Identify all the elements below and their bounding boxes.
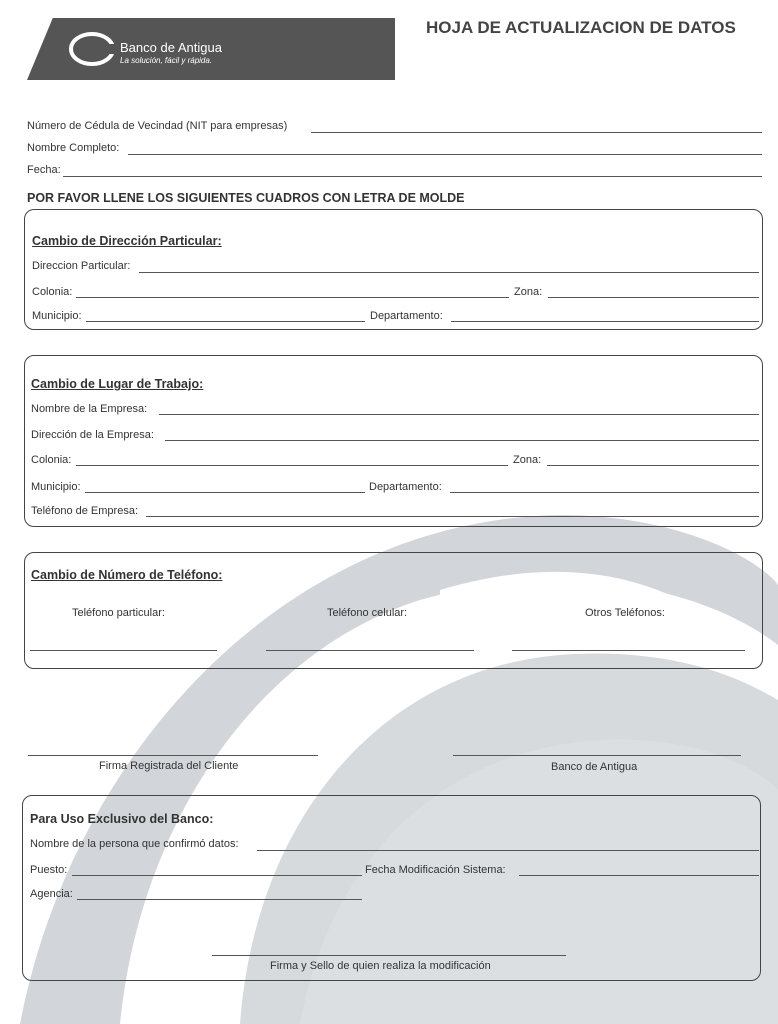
- bank-name: Banco de Antigua: [120, 40, 222, 55]
- empresa-field[interactable]: [159, 414, 759, 415]
- work-departamento-field[interactable]: [450, 492, 759, 493]
- page-title: HOJA DE ACTUALIZACION DE DATOS: [426, 18, 736, 37]
- agencia-label: Agencia:: [30, 888, 73, 900]
- confirmo-field[interactable]: [257, 850, 759, 851]
- departamento-label: Departamento:: [370, 310, 443, 322]
- nombre-label: Nombre Completo:: [27, 142, 120, 154]
- work-zona-field[interactable]: [547, 465, 759, 466]
- telefono-celular-label: Teléfono celular:: [327, 607, 408, 619]
- direccion-particular-label: Direccion Particular:: [32, 260, 131, 272]
- municipio-field[interactable]: [86, 321, 365, 322]
- direccion-empresa-field[interactable]: [165, 440, 759, 441]
- zona-field[interactable]: [548, 297, 759, 298]
- work-municipio-label: Municipio:: [31, 481, 81, 493]
- fecha-mod-label: Fecha Modificación Sistema:: [365, 864, 506, 876]
- telefono-particular-label: Teléfono particular:: [72, 607, 165, 619]
- phone-section-title: Cambio de Número de Teléfono:: [31, 568, 223, 582]
- otros-telefonos-label: Otros Teléfonos:: [585, 607, 665, 619]
- work-municipio-field[interactable]: [85, 492, 365, 493]
- fecha-mod-field[interactable]: [519, 875, 759, 876]
- zona-label: Zona:: [514, 286, 543, 298]
- empresa-label: Nombre de la Empresa:: [31, 403, 148, 415]
- telefono-particular-field[interactable]: [30, 650, 217, 651]
- firma-cliente-label: Firma Registrada del Cliente: [99, 760, 239, 772]
- fecha-field[interactable]: [63, 176, 762, 177]
- departamento-field[interactable]: [451, 321, 759, 322]
- work-section-title: Cambio de Lugar de Trabajo:: [31, 377, 204, 391]
- confirmo-label: Nombre de la persona que confirmó datos:: [30, 838, 239, 850]
- work-colonia-field[interactable]: [76, 465, 508, 466]
- colonia-field[interactable]: [76, 297, 509, 298]
- municipio-label: Municipio:: [32, 310, 82, 322]
- telefono-empresa-label: Teléfono de Empresa:: [31, 505, 139, 517]
- bank-section-title: Para Uso Exclusivo del Banco:: [30, 812, 214, 826]
- agencia-field[interactable]: [77, 899, 362, 900]
- work-departamento-label: Departamento:: [369, 481, 442, 493]
- bank-logo-icon: [68, 31, 116, 67]
- nombre-field[interactable]: [128, 154, 762, 155]
- address-section-title: Cambio de Dirección Particular:: [32, 234, 222, 248]
- direccion-particular-field[interactable]: [139, 272, 759, 273]
- firma-banco-line[interactable]: [453, 755, 741, 756]
- firma-sello-label: Firma y Sello de quien realiza la modificación: [270, 960, 491, 972]
- firma-cliente-line[interactable]: [28, 755, 318, 756]
- work-zona-label: Zona:: [513, 454, 542, 466]
- puesto-label: Puesto:: [30, 864, 68, 876]
- fecha-label: Fecha:: [27, 164, 61, 176]
- telefono-empresa-field[interactable]: [146, 516, 759, 517]
- bank-tagline: La solución, fácil y rápida.: [120, 56, 213, 65]
- work-colonia-label: Colonia:: [31, 454, 72, 466]
- cedula-field[interactable]: [311, 132, 762, 133]
- firma-sello-line[interactable]: [212, 955, 566, 956]
- telefono-celular-field[interactable]: [266, 650, 474, 651]
- firma-banco-label: Banco de Antigua: [551, 761, 638, 773]
- direccion-empresa-label: Dirección de la Empresa:: [31, 429, 154, 441]
- otros-telefonos-field[interactable]: [512, 650, 745, 651]
- colonia-label: Colonia:: [32, 286, 73, 298]
- instructions-heading: POR FAVOR LLENE LOS SIGUIENTES CUADROS CON LETRA DE MOLDE: [27, 191, 465, 205]
- puesto-field[interactable]: [72, 875, 362, 876]
- cedula-label: Número de Cédula de Vecindad (NIT para empresas): [27, 120, 288, 132]
